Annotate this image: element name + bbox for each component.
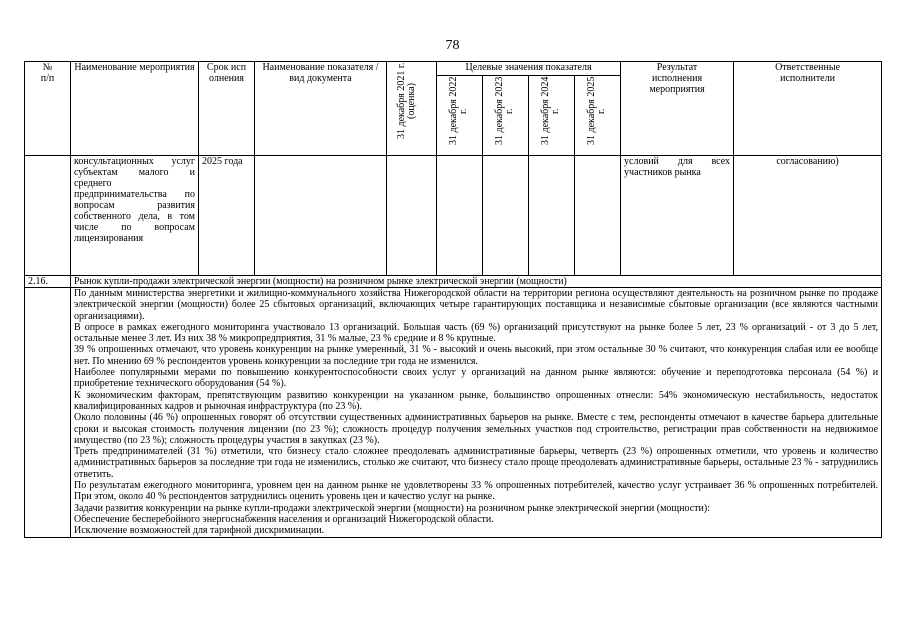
cont-2022 xyxy=(437,156,483,276)
header-indicator: Наименование показателя / вид документа xyxy=(255,62,387,156)
header-2025 xyxy=(575,76,621,156)
paragraph: Треть предпринимателей (31 %) отметили, что бизнесу стало сложнее преодолевать административные барьеры, четверть (23 %) опрошенных отметили, что уровень и количество административных барьеров за последние три года не изменились, столько же считают, что бизнесу стало проще преодолевать административные барьеры, остальные 23 % - затруднились ответить. xyxy=(74,446,879,480)
cont-event: консультационных услуг субъектам малого и среднего предпринимательства по вопросам развития собственного дела, в том числе по вопросам лицензирования xyxy=(71,156,199,276)
header-exec: Ответственные исполнители xyxy=(734,62,882,156)
section-number: 2.16. xyxy=(25,276,71,288)
paragraph: Задачи развития конкуренции на рынке купли-продажи электрической энергии (мощности) на розничном рынке электрической энергии (мощности): xyxy=(74,502,710,514)
header-2021-label: 31 декабря 2021 г. (оценка) xyxy=(395,62,417,140)
header-num: № п/п xyxy=(25,62,71,156)
cont-2025 xyxy=(575,156,621,276)
paragraph: По результатам ежегодного мониторинга, уровнем цен на данном рынке не удовлетворены 33 % опрошенных потребителей, качество услуг устраивает 36 % опрошенных потребителей. При этом, около 40 % респондентов затруднились оценить уровень цен и качество услуг на рынке. xyxy=(74,480,879,503)
cont-indicator xyxy=(255,156,387,276)
paragraph: Обеспечение бесперебойного энергоснабжения населения и организаций Нижегородской области. xyxy=(74,513,494,525)
paragraph: Исключение возможностей для тарифной дискриминации. xyxy=(74,525,325,537)
header-2025-label: 31 декабря 2025 г. xyxy=(585,76,607,146)
header-2021 xyxy=(387,62,437,156)
measures-table xyxy=(24,61,882,538)
header-2023 xyxy=(483,76,529,156)
section-title: Рынок купли-продажи электрической энергии (мощности) на розничном рынке электрической энергии (мощности) xyxy=(71,276,882,288)
paragraph: Наиболее популярными мерами по повышению конкурентоспособности своих услуг у организаций на данном рынке являются: обучение и переподготовка персонала (54 %) и приобретение технического оборудования (54 %). xyxy=(74,367,879,390)
header-term: Срок исполнения xyxy=(199,62,255,156)
header-2022-label: 31 декабря 2022 г. xyxy=(447,76,469,146)
section-body-row xyxy=(25,288,882,538)
section-body-num xyxy=(25,288,71,538)
cont-num xyxy=(25,156,71,276)
paragraph: К экономическим факторам, препятствующим развитию конкуренции на указанном рынке, большинство опрошенных отнесли: 54% экономическую нестабильность, недостаток квалифицированных кадров и рыночная инфраструктура (по 23 %). xyxy=(74,389,879,412)
section-body xyxy=(71,288,882,538)
header-2024-label: 31 декабря 2024 г. xyxy=(539,76,561,146)
cont-2021 xyxy=(387,156,437,276)
continuation-row xyxy=(25,156,882,276)
header-event: Наименование мероприятия xyxy=(71,62,199,156)
section-title-row xyxy=(25,276,882,288)
cont-term: 2025 года xyxy=(199,156,255,276)
header-2024 xyxy=(529,76,575,156)
cont-result: условий для всех участников рынка xyxy=(621,156,734,276)
paragraph: По данным министерства энергетики и жилищно-коммунального хозяйства Нижегородской области на территории региона осуществляют деятельность на розничном рынке по продаже электрической энергии (мощности) более 25 сбытовых организаций, включающих четыре гарантирующих поставщика и независимые сбытовые организации (все являются частными организациями). xyxy=(74,288,879,322)
page-number: 78 xyxy=(445,38,460,53)
paragraph: Около половины (46 %) опрошенных говорят об отсутствии существенных административных барьеров на рынке. Вместе с тем, респонденты отмечают в качестве барьера длительные сроки и высокая стоимость получения лицензии (по 23 %); сложность процедур получения земельных участков под строительство, регистрации прав собственности на недвижимое имущество (по 23 %); сложность процедуры участия в закупках (23 %). xyxy=(74,412,879,446)
paragraph: 39 % опрошенных отмечают, что уровень конкуренции на рынке умеренный, 31 % - высокий и очень высокий, при этом остальные 30 % считают, что конкуренция слабая или ее вообще нет. По мнению 69 % респондентов уровень конкуренции за последние три года не изменился. xyxy=(74,344,879,367)
header-target-group: Целевые значения показателя xyxy=(437,62,621,76)
header-2023-label: 31 декабря 2023 г. xyxy=(493,76,515,146)
paragraph: В опросе в рамках ежегодного мониторинга участвовало 13 организаций. Большая часть (69 %) организаций присутствуют на рынке более 5 лет, 23 % организаций - от 3 до 5 лет, остальные менее 3 лет. Из них 38 % микропредприятия, 31 % малые, 23 % средние и 8 % крупные. xyxy=(74,321,879,345)
cont-exec: согласованию) xyxy=(734,156,882,276)
header-2022 xyxy=(437,76,483,156)
cont-2024 xyxy=(529,156,575,276)
header-result: Результат исполнения мероприятия xyxy=(621,62,734,156)
cont-2023 xyxy=(483,156,529,276)
